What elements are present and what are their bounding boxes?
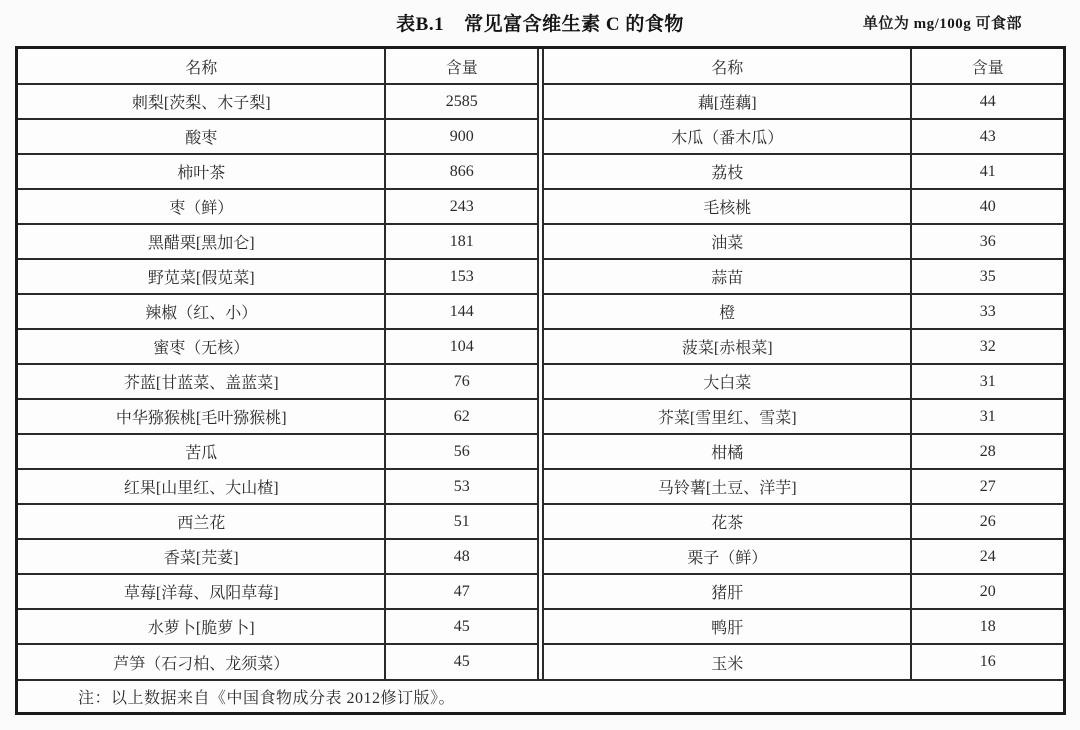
- table-row: [544, 574, 1063, 609]
- column-divider: [537, 49, 544, 679]
- table-row: [18, 504, 537, 539]
- table-row: [544, 364, 1063, 399]
- food-amount-cell: 153: [385, 259, 537, 294]
- table-row: [18, 469, 537, 504]
- food-amount-cell: 104: [385, 329, 537, 364]
- table-row: [18, 154, 537, 189]
- food-amount-cell: 28: [911, 434, 1063, 469]
- table-row: [18, 259, 537, 294]
- food-amount-cell: 47: [385, 574, 537, 609]
- table-row: [544, 154, 1063, 189]
- food-amount-cell: 181: [385, 224, 537, 259]
- table-row: [18, 84, 537, 119]
- table-row: [544, 189, 1063, 224]
- table-number-label: 表B.1: [396, 14, 445, 35]
- food-name-cell: 栗子（鲜）: [544, 539, 911, 574]
- food-name-cell: 黑醋栗[黑加仑]: [18, 224, 385, 259]
- food-amount-cell: 45: [385, 609, 537, 644]
- food-amount-cell: 2585: [385, 84, 537, 119]
- food-name-cell: 苦瓜: [18, 434, 385, 469]
- food-name-cell: 香菜[芫荽]: [18, 539, 385, 574]
- vitamin-c-table: [15, 46, 1066, 715]
- food-name-cell: 橙: [544, 294, 911, 329]
- table-row: [544, 259, 1063, 294]
- food-name-cell: 枣（鲜）: [18, 189, 385, 224]
- vitamin-c-table-right: [544, 49, 1063, 679]
- table-row: [18, 644, 537, 679]
- food-name-cell: 木瓜（番木瓜）: [544, 119, 911, 154]
- column-header-amount: 含量: [445, 59, 478, 77]
- food-name-cell: 马铃薯[土豆、洋芋]: [544, 469, 911, 504]
- food-name-cell: 荔枝: [544, 154, 911, 189]
- table-row: [544, 119, 1063, 154]
- table-row: [544, 504, 1063, 539]
- table-row: [18, 294, 537, 329]
- food-amount-cell: 53: [385, 469, 537, 504]
- table-row: [544, 609, 1063, 644]
- table-row: [18, 364, 537, 399]
- vitamin-c-table-left: [18, 49, 537, 679]
- food-amount-cell: 48: [385, 539, 537, 574]
- food-amount-cell: 51: [385, 504, 537, 539]
- table-row: [18, 434, 537, 469]
- food-amount-cell: 40: [911, 189, 1063, 224]
- table-row: [18, 189, 537, 224]
- food-name-cell: 柿叶茶: [18, 154, 385, 189]
- table-halves: [18, 49, 1063, 679]
- food-amount-cell: 866: [385, 154, 537, 189]
- table-left-half: [18, 49, 537, 679]
- food-name-cell: 红果[山里红、大山楂]: [18, 469, 385, 504]
- food-amount-cell: 35: [911, 259, 1063, 294]
- food-amount-cell: 20: [911, 574, 1063, 609]
- table-row: [544, 329, 1063, 364]
- food-name-cell: 西兰花: [18, 504, 385, 539]
- food-name-cell: 芥蓝[甘蓝菜、盖蓝菜]: [18, 364, 385, 399]
- food-amount-cell: 76: [385, 364, 537, 399]
- food-name-cell: 野苋菜[假苋菜]: [18, 259, 385, 294]
- table-row: [18, 574, 537, 609]
- food-amount-cell: 900: [385, 119, 537, 154]
- food-amount-cell: 243: [385, 189, 537, 224]
- food-amount-cell: 24: [911, 539, 1063, 574]
- food-amount-cell: 43: [911, 119, 1063, 154]
- food-amount-cell: 33: [911, 294, 1063, 329]
- table-row: [18, 329, 537, 364]
- food-amount-cell: 16: [911, 644, 1063, 679]
- food-name-cell: 辣椒（红、小）: [18, 294, 385, 329]
- food-name-cell: 草莓[洋莓、凤阳草莓]: [18, 574, 385, 609]
- food-amount-cell: 44: [911, 84, 1063, 119]
- header-row: [544, 49, 1063, 84]
- column-header-name: 名称: [18, 49, 385, 84]
- food-name-cell: 猪肝: [544, 574, 911, 609]
- food-amount-cell: 45: [385, 644, 537, 679]
- table-row: [544, 644, 1063, 679]
- unit-label: 单位为 mg/100g 可食部: [862, 16, 1022, 32]
- food-name-cell: 花茶: [544, 504, 911, 539]
- column-header-name: 名称: [544, 49, 911, 84]
- food-name-cell: 柑橘: [544, 434, 911, 469]
- food-name-cell: 中华猕猴桃[毛叶猕猴桃]: [18, 399, 385, 434]
- food-name-cell: 蒜苗: [544, 259, 911, 294]
- food-amount-cell: 56: [385, 434, 537, 469]
- table-row: [544, 434, 1063, 469]
- food-name-cell: 刺梨[茨梨、木子梨]: [18, 84, 385, 119]
- food-name-cell: 芥菜[雪里红、雪菜]: [544, 399, 911, 434]
- food-amount-cell: 41: [911, 154, 1063, 189]
- food-amount-cell: 31: [911, 364, 1063, 399]
- table-right-half: [544, 49, 1063, 679]
- food-name-cell: 菠菜[赤根菜]: [544, 329, 911, 364]
- header-row: [18, 49, 537, 84]
- food-name-cell: 水萝卜[脆萝卜]: [18, 609, 385, 644]
- table-row: [18, 224, 537, 259]
- food-amount-cell: 144: [385, 294, 537, 329]
- food-name-cell: 酸枣: [18, 119, 385, 154]
- table-row: [544, 84, 1063, 119]
- table-row: [544, 399, 1063, 434]
- food-name-cell: 玉米: [544, 644, 911, 679]
- title-bar: [0, 0, 1080, 46]
- food-name-cell: 芦笋（石刁柏、龙须菜）: [18, 644, 385, 679]
- column-header-amount: 含量: [971, 59, 1004, 77]
- food-amount-cell: 31: [911, 399, 1063, 434]
- table-row: [544, 294, 1063, 329]
- table-row: [544, 539, 1063, 574]
- food-name-cell: 藕[莲藕]: [544, 84, 911, 119]
- table-row: [544, 469, 1063, 504]
- food-name-cell: 油菜: [544, 224, 911, 259]
- table-title-text: 常见富含维生素 C 的食物: [464, 14, 684, 35]
- table-row: [18, 609, 537, 644]
- food-name-cell: 毛核桃: [544, 189, 911, 224]
- table-row: [18, 399, 537, 434]
- food-amount-cell: 26: [911, 504, 1063, 539]
- table-row: [544, 224, 1063, 259]
- food-amount-cell: 18: [911, 609, 1063, 644]
- food-amount-cell: 36: [911, 224, 1063, 259]
- food-amount-cell: 32: [911, 329, 1063, 364]
- food-name-cell: 蜜枣（无核）: [18, 329, 385, 364]
- food-name-cell: 鸭肝: [544, 609, 911, 644]
- food-amount-cell: 62: [385, 399, 537, 434]
- food-amount-cell: 27: [911, 469, 1063, 504]
- table-row: [18, 539, 537, 574]
- table-row: [18, 119, 537, 154]
- food-name-cell: 大白菜: [544, 364, 911, 399]
- table-footnote: 注：以上数据来自《中国食物成分表 2012修订版》。: [18, 679, 1063, 712]
